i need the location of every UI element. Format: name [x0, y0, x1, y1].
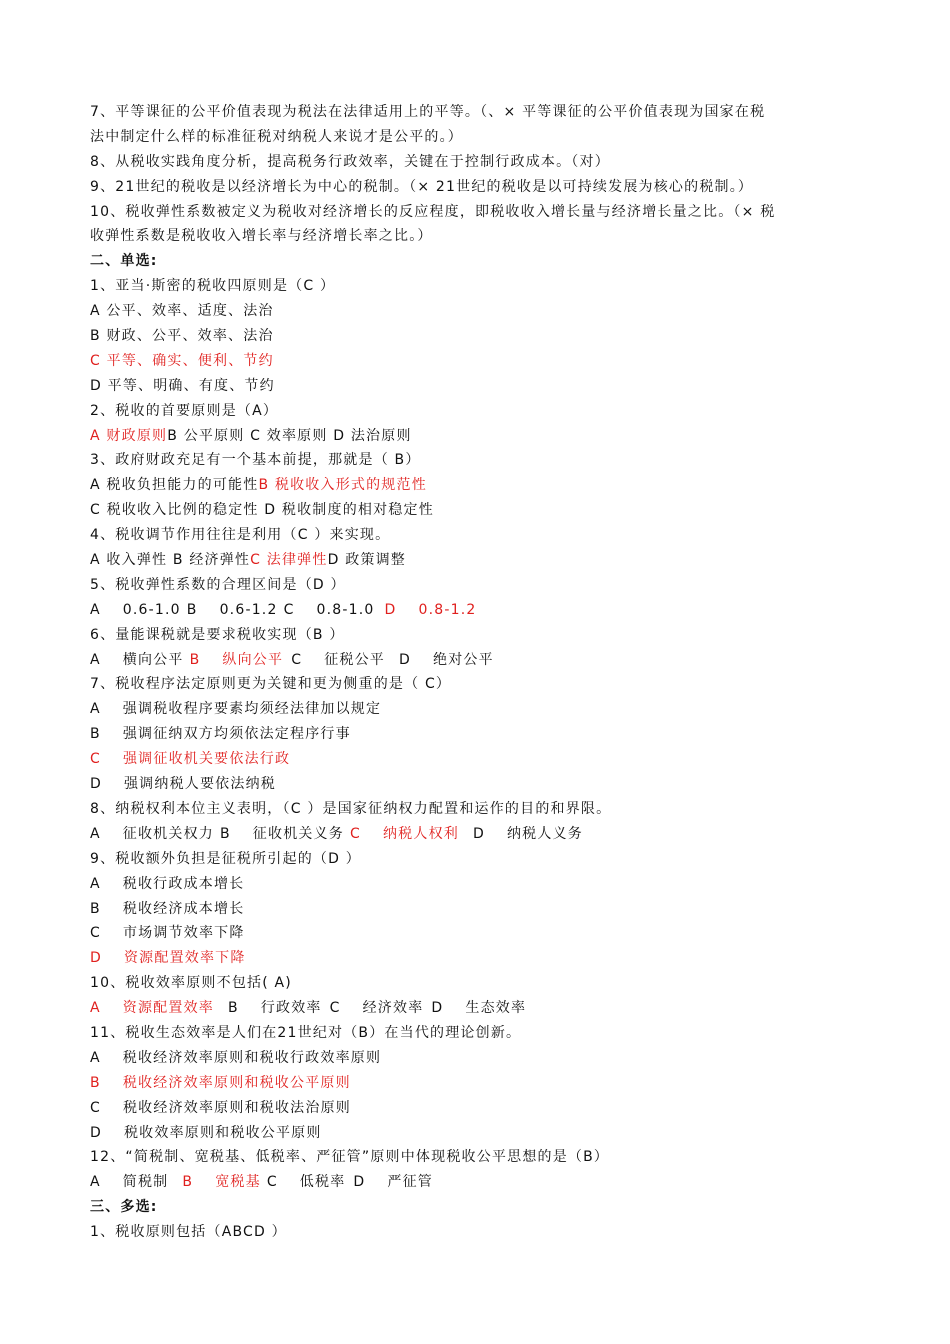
- section-heading-single: 二、单选:: [90, 253, 158, 270]
- single-q2: 2、税收的首要原则是（A）: [90, 402, 279, 419]
- single-q3-option-a: A 税收负担能力的可能性: [90, 477, 259, 494]
- single-q9-option-d-value: 资源配置效率下降: [123, 950, 246, 967]
- single-q12-option-c-value: 低税率: [299, 1174, 346, 1191]
- single-q3-option-b-answer: B 税收收入形式的规范性: [258, 477, 427, 494]
- tf-q10-line2: 收弹性系数是税收收入增长率与经济增长率之比。）: [90, 228, 433, 245]
- single-q9-option-c: [90, 921, 865, 946]
- section-heading-multi: 三、多选:: [90, 1199, 158, 1216]
- single-q1: 1、亚当·斯密的税收四原则是（C ）: [90, 278, 336, 295]
- single-q1-option-c-answer: C 平等、确实、便利、节约: [90, 352, 274, 369]
- single-q7-option-c-answer: [90, 747, 865, 772]
- single-q12-option-c-letter: C: [266, 1174, 278, 1191]
- tf-q7-line1: 7、平等课征的公平价值表现为税法在法律适用上的平等。（、× 平等课征的公平价值表现为国家在税: [90, 104, 766, 120]
- single-q10-option-d-letter: D: [431, 1000, 444, 1017]
- single-q10-option-b-letter: B: [227, 1000, 239, 1017]
- single-q7: 7、税收程序法定原则更为关键和更为侧重的是（ C）: [90, 676, 452, 693]
- single-q3-options-cd: C 税收收入比例的稳定性 D 税收制度的相对稳定性: [90, 502, 434, 519]
- single-q11-option-a-letter: A: [90, 1049, 101, 1066]
- single-q7-option-b: [90, 722, 865, 747]
- single-q12-option-d-value: 严征管: [387, 1174, 433, 1191]
- single-q4-option-ab: A 收入弹性 B 经济弹性: [90, 552, 251, 569]
- single-q6-option-d-letter: D: [399, 651, 411, 668]
- single-q8: 8、纳税权利本位主义表明，（C ）是国家征纳权力配置和运作的目的和界限。: [90, 800, 612, 817]
- single-q4-option-d: D 政策调整: [327, 552, 407, 569]
- single-q8-option-d-value: 纳税人义务: [506, 825, 583, 842]
- single-q8-option-a-value: 征收机关权力: [122, 825, 214, 842]
- single-q11: 11、税收生态效率是人们在21世纪对（B）在当代的理论创新。: [90, 1024, 522, 1041]
- single-q7-option-a: [90, 697, 865, 722]
- single-q10-option-b-value: 行政效率: [260, 1000, 322, 1017]
- single-q7-option-a-value: 强调税收程序要素均须经法律加以规定: [122, 701, 382, 718]
- single-q8-option-b-letter: B: [219, 825, 231, 842]
- single-q2-option-a-answer: A 财政原则: [90, 427, 168, 444]
- single-q6-option-c-value: 征税公平: [324, 651, 386, 668]
- tf-q7-line2: 法中制定什么样的标准征税对纳税人来说才是公平的。）: [90, 128, 463, 145]
- single-q1-option-d: D 平等、明确、有度、节约: [90, 377, 275, 394]
- single-q12-options: [90, 1170, 865, 1195]
- single-q10-option-d-value: 生态效率: [465, 1000, 527, 1017]
- single-q7-option-d: [90, 772, 865, 797]
- single-q12-option-a-value: 简税制: [122, 1174, 169, 1191]
- single-q5-option-b-letter: B: [186, 601, 198, 618]
- single-q9-option-b-value: 税收经济成本增长: [122, 900, 245, 917]
- single-q4: 4、税收调节作用往往是利用（C ）来实现。: [90, 527, 391, 544]
- single-q9-option-d-answer: [90, 946, 865, 971]
- single-q6-option-b-value-answer: 纵向公平: [222, 651, 284, 668]
- single-q4-options: [90, 548, 865, 573]
- single-q10: 10、税收效率原则不包括( A): [90, 975, 292, 992]
- single-q6-option-d-value: 绝对公平: [433, 651, 494, 668]
- single-q11-option-d: [90, 1121, 865, 1146]
- single-q6-option-a-value: 横向公平: [122, 651, 184, 668]
- single-q11-option-c-letter: C: [90, 1099, 101, 1116]
- single-q11-option-b-answer: [90, 1071, 865, 1096]
- single-q1-option-a: A 公平、效率、适度、法治: [90, 303, 274, 320]
- single-q10-option-c-value: 经济效率: [362, 1000, 424, 1017]
- single-q12-option-a-letter: A: [90, 1174, 101, 1191]
- single-q3: 3、政府财政充足有一个基本前提，那就是（ B）: [90, 452, 421, 469]
- single-q7-option-a-letter: A: [90, 701, 101, 718]
- single-q5-option-d-letter-answer: D: [384, 601, 397, 618]
- document-page: [90, 100, 865, 1245]
- single-q12-option-b-value-answer: 宽税基: [215, 1174, 261, 1191]
- single-q11-option-c-value: 税收经济效率原则和税收法治原则: [122, 1099, 351, 1116]
- single-q6-options: [90, 648, 865, 673]
- single-q12-option-d-letter: D: [353, 1174, 366, 1191]
- single-q9-option-a: [90, 872, 865, 897]
- single-q2-options-rest: B 公平原则 C 效率原则 D 法治原则: [167, 427, 412, 444]
- single-q6-option-a-letter: A: [90, 651, 101, 668]
- single-q5-option-c-letter: C: [283, 601, 295, 618]
- single-q11-option-c: [90, 1096, 865, 1121]
- single-q7-option-c-letter: C: [90, 751, 101, 768]
- single-q9-option-b-letter: B: [90, 900, 101, 917]
- single-q11-option-a: [90, 1046, 865, 1071]
- tf-q10-line1: 10、税收弹性系数被定义为税收对经济增长的反应程度，即税收收入增长量与经济增长量之比。（× 税: [90, 203, 776, 220]
- single-q3-options-ab: [90, 473, 865, 498]
- single-q5-option-b-value: 0.6-1.2: [219, 601, 278, 618]
- single-q7-option-d-letter: D: [90, 776, 102, 793]
- single-q12: 12、“简税制、宽税基、低税率、严征管”原则中体现税收公平思想的是（B）: [90, 1149, 610, 1166]
- single-q7-option-d-value: 强调纳税人要依法纳税: [123, 776, 276, 793]
- single-q8-option-a-letter: A: [90, 825, 101, 842]
- single-q9: 9、税收额外负担是征税所引起的（D ）: [90, 850, 361, 867]
- single-q5-option-a-letter: A: [90, 601, 101, 618]
- single-q6: 6、量能课税就是要求税收实现（B ）: [90, 626, 345, 643]
- single-q5-option-c-value: 0.8-1.0: [316, 601, 375, 618]
- single-q10-option-a-letter-answer: A: [90, 1000, 101, 1017]
- single-q11-option-b-value: 税收经济效率原则和税收公平原则: [122, 1074, 351, 1091]
- single-q1-option-b: B 财政、公平、效率、法治: [90, 328, 274, 345]
- single-q8-option-b-value: 征收机关义务: [252, 825, 344, 842]
- single-q11-option-d-value: 税收效率原则和税收公平原则: [123, 1124, 322, 1141]
- single-q8-options: [90, 822, 865, 847]
- single-q5-option-d-value-answer: 0.8-1.2: [418, 601, 477, 618]
- single-q9-option-a-value: 税收行政成本增长: [122, 875, 245, 892]
- single-q11-option-a-value: 税收经济效率原则和税收行政效率原则: [122, 1049, 382, 1066]
- single-q9-option-a-letter: A: [90, 875, 101, 892]
- single-q8-option-c-value-answer: 纳税人权利: [382, 825, 459, 842]
- single-q8-option-c-letter-answer: C: [350, 825, 361, 842]
- single-q2-options: [90, 424, 865, 449]
- tf-q8: 8、从税收实践角度分析，提高税务行政效率，关键在于控制行政成本。（对）: [90, 153, 610, 170]
- single-q8-option-d-letter: D: [472, 825, 485, 842]
- single-q9-option-c-letter: C: [90, 925, 101, 942]
- single-q10-options: [90, 996, 865, 1021]
- single-q9-option-d-letter: D: [90, 950, 102, 967]
- single-q11-option-b-letter: B: [90, 1074, 101, 1091]
- single-q12-option-b-letter-answer: B: [182, 1174, 194, 1191]
- single-q11-option-d-letter: D: [90, 1124, 102, 1141]
- single-q6-option-b-letter-answer: B: [189, 651, 201, 668]
- single-q7-option-c-value: 强调征收机关要依法行政: [122, 751, 291, 768]
- single-q4-option-c-answer: C 法律弹性: [250, 552, 328, 569]
- single-q10-option-c-letter: C: [329, 1000, 341, 1017]
- single-q9-option-c-value: 市场调节效率下降: [122, 925, 245, 942]
- single-q5-option-a-value: 0.6-1.0: [122, 601, 181, 618]
- single-q10-option-a-value-answer: 资源配置效率: [122, 1000, 214, 1017]
- single-q7-option-b-letter: B: [90, 726, 101, 743]
- single-q6-option-c-letter: C: [291, 651, 303, 668]
- tf-q9: 9、21世纪的税收是以经济增长为中心的税制。（× 21世纪的税收是以可持续发展为核心的税制。）: [90, 178, 754, 195]
- single-q7-option-b-value: 强调征纳双方均须依法定程序行事: [122, 726, 351, 743]
- single-q5-options: [90, 598, 865, 623]
- multi-q1: 1、税收原则包括（ABCD ）: [90, 1224, 287, 1241]
- single-q9-option-b: [90, 897, 865, 922]
- single-q5: 5、税收弹性系数的合理区间是（D ）: [90, 576, 346, 593]
